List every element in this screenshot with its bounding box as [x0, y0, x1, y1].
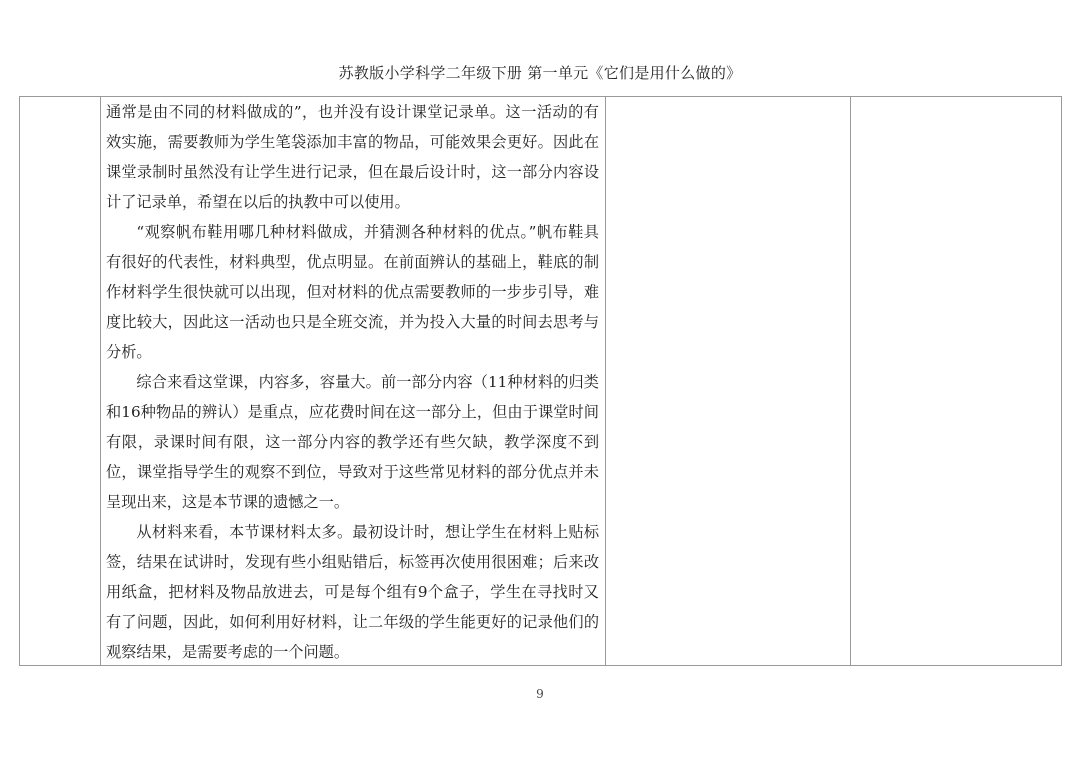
paragraph-materials: 从材料来看，本节课材料太多。最初设计时，想让学生在材料上贴标签，结果在试讲时，发现有些小组贴错后，标签再次使用很困难；后来改用纸盒，把材料及物品放进去，可是每个组有9个盒子，学生在寻找时又有了问题，因此，如何利用好材料，让二年级的学生能更好的记录他们的观察结果，是需要考虑的一个问题。	[106, 523, 599, 661]
page-header-title: 苏教版小学科学二年级下册 第一单元《它们是用什么做的》	[338, 64, 742, 82]
table-column-divider	[100, 97, 101, 665]
table-column-divider	[605, 97, 606, 665]
reflection-text-cell	[102, 97, 602, 665]
paragraph-overall-review: 综合来看这堂课，内容多，容量大。前一部分内容（11种材料的归类和16种物品的辨认）是重点，应花费时间在这一部分上，但由于课堂时间有限，录课时间有限，这一部分内容的教学还有些欠缺，教学深度不到位，课堂指导学生的观察不到位，导致对于这些常见材料的部分优点并未呈现出来，这是本节课的遗憾之一。	[106, 373, 599, 511]
paragraph-canvas-shoe: “观察帆布鞋用哪几种材料做成，并猜测各种材料的优点。”帆布鞋具有很好的代表性，材料典型，优点明显。在前面辨认的基础上，鞋底的制作材料学生很快就可以出现，但对材料的优点需要教师的一步步引导，难度比较大，因此这一活动也只是全班交流，并为投入大量的时间去思考与分析。	[106, 223, 599, 361]
reflection-table	[19, 96, 1062, 666]
table-column-divider	[850, 97, 851, 665]
page-number: 9	[536, 687, 544, 701]
paragraph-continuation: 通常是由不同的材料做成的”，也并没有设计课堂记录单。这一活动的有效实施，需要教师为学生笔袋添加丰富的物品，可能效果会更好。因此在课堂录制时虽然没有让学生进行记录，但在最后设计时，这一部分内容设计了记录单，希望在以后的执教中可以使用。	[106, 103, 599, 211]
